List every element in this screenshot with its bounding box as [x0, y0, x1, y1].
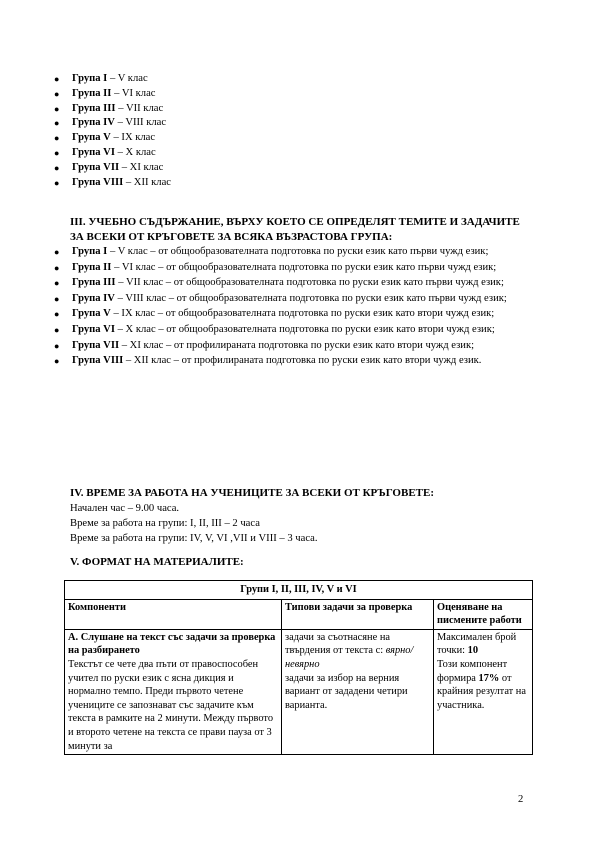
list-item [54, 292, 524, 306]
group-description: – VI клас – от общообразователната подготовка по руски език като първи чужд език; [111, 261, 497, 273]
section-5-heading: V. ФОРМАТ НА МАТЕРИАЛИТЕ: [70, 556, 244, 568]
cell-task-types [282, 629, 434, 754]
group-description: – V клас – от общообразователната подготовка по руски език като първи чужд език; [107, 246, 489, 257]
group-name: Група II [72, 261, 112, 273]
task-type-matching: задачи за съотнасяне на твърдения от текста с: [285, 631, 390, 657]
group-name: Група III [72, 277, 116, 289]
list-item [54, 307, 524, 321]
group-name: Група IV [72, 117, 115, 129]
weight-suffix: от крайния резултат на участника. [437, 672, 526, 711]
component-title: А. Слушане на текст със задачи за проверка на разбирането [68, 631, 276, 657]
bullet-icon: ● [54, 118, 60, 129]
group-description: – VII клас [115, 102, 164, 114]
bullet-icon: ● [54, 278, 60, 289]
groups-list [54, 72, 171, 190]
group-name: Група VII [72, 161, 120, 173]
content-list [54, 245, 524, 370]
task-type-choice: задачи за избор на верния вариант от зададени четири варианта. [285, 672, 408, 711]
bullet-icon: ● [54, 74, 60, 84]
group-description: – X клас – от общообразователната подготовка по руски език като втори чужд език; [114, 323, 495, 335]
group-description: – XII клас [123, 176, 171, 188]
bullet-icon: ● [54, 147, 60, 158]
list-item [54, 131, 171, 146]
group-name: Група II [72, 87, 112, 99]
bullet-icon: ● [54, 103, 60, 114]
group-name: Група VIII [72, 176, 124, 188]
bullet-icon: ● [54, 162, 60, 173]
group-name: Група III [72, 102, 116, 114]
bullet-icon: ● [54, 356, 60, 367]
group-name: Група I [72, 73, 108, 84]
group-description: – VI клас [111, 87, 156, 99]
bullet-icon: ● [54, 133, 60, 144]
group-description: – XI клас [119, 161, 164, 173]
list-item [54, 245, 524, 259]
group-name: Група VI [72, 146, 115, 158]
group-name: Група VI [72, 323, 115, 335]
list-item [54, 87, 171, 102]
table-caption: Групи I, II, III, IV, V и VI [65, 581, 533, 600]
group-description: – IX клас [110, 132, 156, 144]
group-name: Група IV [72, 292, 115, 304]
group-name: Група VII [72, 339, 120, 351]
max-points-value: 10 [467, 645, 479, 657]
time-groups-2-line: Време за работа на групи: IV, V, VI ,VII и VIII – 3 часа. [70, 533, 318, 544]
section-4-heading: IV. ВРЕМЕ ЗА РАБОТА НА УЧЕНИЦИТЕ ЗА ВСЕКИ ОТ КРЪГОВЕТЕ: [70, 487, 434, 499]
page-number: 2 [518, 794, 524, 805]
true-false-label: вярно/невярно [285, 645, 414, 670]
group-description: – X клас [114, 146, 156, 158]
list-item [54, 354, 524, 368]
group-description: – VII клас – от общообразователната подготовка по руски език като първи чужд език; [115, 277, 504, 289]
group-description: – VIII клас [114, 117, 167, 129]
column-header-task-types: Типови задачи за проверка [282, 599, 434, 629]
group-description: – IX клас – от общообразователната подготовка по руски език като втори чужд език; [110, 308, 495, 320]
weight-value: 17% [478, 672, 500, 684]
max-points-label: Максимален брой точки: [437, 631, 517, 657]
group-description: – XII клас – от профилираната подготовка по руски език като втори чужд език. [123, 355, 482, 367]
cell-component [65, 629, 282, 754]
list-item [54, 146, 171, 161]
group-name: Група VIII [72, 355, 124, 367]
list-item [54, 323, 524, 337]
cell-scoring [434, 629, 533, 754]
table-row [65, 629, 533, 754]
component-description: Текстът се чете два пъти от правоспособен учител по руски език с ясна дикция и нормално темпо. Преди първото четене учениците се запознават със задачите към текста в рамките на 2 минути. Между първото и второто четене на текста се прави пауза от 3 минути за [68, 658, 274, 752]
section-3-heading: III. УЧЕБНО СЪДЪРЖАНИЕ, ВЪРХУ КОЕТО СЕ ОПРЕДЕЛЯТ ТЕМИТЕ И ЗАДАЧИТЕ ЗА ВСЕКИ ОТ КРЪГОВЕТЕ ЗА ВСЯКА ВЪЗРАСТОВА ГРУПА: [70, 216, 520, 243]
list-item [54, 72, 171, 87]
bullet-icon: ● [54, 247, 60, 257]
time-groups-1-line: Време за работа на групи: I, II, III – 2 часа [70, 518, 260, 529]
column-header-scoring: Оценяване на писмените работи [434, 599, 533, 629]
bullet-icon: ● [54, 88, 60, 99]
group-description: – VIII клас – от общообразователната подготовка по руски език като първи чужд език; [114, 292, 507, 304]
list-item [54, 161, 171, 176]
group-name: Група I [72, 246, 108, 257]
bullet-icon: ● [54, 309, 60, 320]
format-table [64, 580, 533, 755]
list-item [54, 276, 524, 290]
bullet-icon: ● [54, 340, 60, 351]
list-item [54, 116, 171, 131]
weight-label: Този компонент формира [437, 658, 508, 684]
list-item [54, 176, 171, 191]
start-time-line: Начален час – 9.00 часа. [70, 503, 180, 514]
list-item [54, 261, 524, 275]
bullet-icon: ● [54, 293, 60, 304]
column-header-components: Компоненти [65, 599, 282, 629]
list-item [54, 102, 171, 117]
list-item [54, 339, 524, 353]
group-description: – V клас [107, 73, 148, 84]
bullet-icon: ● [54, 262, 60, 273]
bullet-icon: ● [54, 177, 60, 188]
group-description: – XI клас – от профилираната подготовка по руски език като втори чужд език; [119, 339, 475, 351]
bullet-icon: ● [54, 324, 60, 335]
group-name: Група V [72, 308, 111, 320]
group-name: Група V [72, 132, 111, 144]
